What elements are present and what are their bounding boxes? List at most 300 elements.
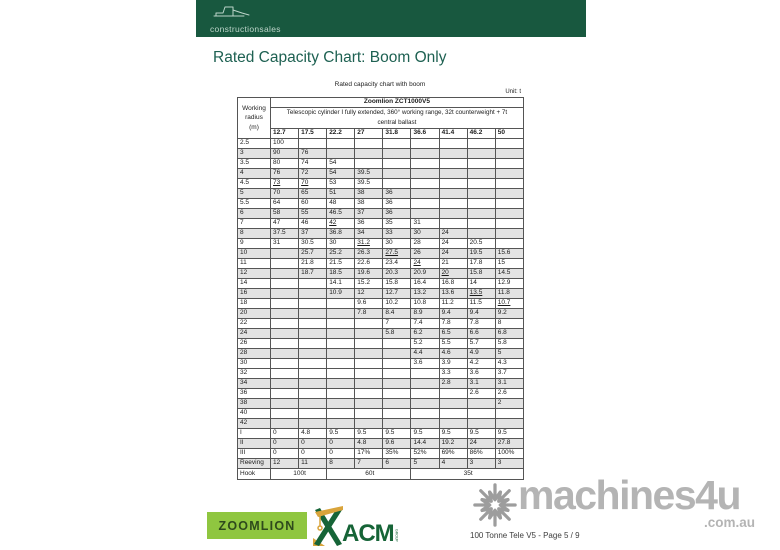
- excavator-icon: [210, 4, 254, 19]
- capacity-cell: [383, 409, 411, 419]
- row-label: II: [238, 439, 271, 449]
- zoomlion-logo: [207, 512, 307, 539]
- boom-length-header: 22.2: [327, 129, 355, 139]
- capacity-cell: [355, 379, 383, 389]
- table-row: [238, 339, 524, 349]
- capacity-cell: 0: [327, 439, 355, 449]
- capacity-cell: 26.3: [355, 249, 383, 259]
- capacity-cell: [271, 359, 299, 369]
- capacity-cell: 69%: [439, 449, 467, 459]
- capacity-cell: 6: [383, 459, 411, 469]
- row-label: 36: [238, 389, 271, 399]
- capacity-cell: 9.5: [467, 429, 495, 439]
- table-row: [238, 329, 524, 339]
- capacity-cell: [495, 209, 523, 219]
- hook-group-cell: 100t: [271, 469, 327, 480]
- capacity-cell: [411, 419, 439, 429]
- capacity-cell: 6.5: [439, 329, 467, 339]
- capacity-cell: 12.9: [495, 279, 523, 289]
- hook-group-cell: 60t: [327, 469, 411, 480]
- capacity-cell: 11.5: [467, 299, 495, 309]
- row-label: 14: [238, 279, 271, 289]
- capacity-cell: [439, 409, 467, 419]
- capacity-cell: 20.9: [411, 269, 439, 279]
- capacity-cell: 36: [383, 209, 411, 219]
- capacity-cell: [383, 359, 411, 369]
- capacity-cell: 9.5: [355, 429, 383, 439]
- capacity-cell: [439, 219, 467, 229]
- table-row: [238, 299, 524, 309]
- capacity-cell: 5.5: [439, 339, 467, 349]
- capacity-cell: [383, 399, 411, 409]
- capacity-cell: 76: [299, 149, 327, 159]
- capacity-cell: 13.6: [439, 289, 467, 299]
- capacity-cell: 24: [411, 259, 439, 269]
- capacity-cell: [495, 219, 523, 229]
- capacity-cell: [383, 419, 411, 429]
- capacity-cell: [299, 379, 327, 389]
- capacity-cell: 24: [439, 239, 467, 249]
- capacity-cell: 5: [411, 459, 439, 469]
- capacity-cell: 2.8: [439, 379, 467, 389]
- capacity-cell: [439, 189, 467, 199]
- table-row: [238, 169, 524, 179]
- constructionsales-wordmark: constructionsales: [210, 24, 281, 34]
- capacity-cell: [411, 179, 439, 189]
- table-row: [238, 199, 524, 209]
- row-label: 26: [238, 339, 271, 349]
- capacity-cell: 25.7: [299, 249, 327, 259]
- capacity-cell: [439, 209, 467, 219]
- capacity-cell: 3: [467, 459, 495, 469]
- capacity-cell: [439, 159, 467, 169]
- capacity-cell: 7.4: [411, 319, 439, 329]
- capacity-cell: 6.6: [467, 329, 495, 339]
- capacity-cell: 3.1: [467, 379, 495, 389]
- capacity-cell: [271, 309, 299, 319]
- capacity-cell: [467, 399, 495, 409]
- table-row: [238, 149, 524, 159]
- row-label: 20: [238, 309, 271, 319]
- capacity-cell: 19.2: [439, 439, 467, 449]
- capacity-cell: 42: [327, 219, 355, 229]
- capacity-cell: [355, 139, 383, 149]
- capacity-cell: 19.6: [355, 269, 383, 279]
- table-row: [238, 189, 524, 199]
- capacity-cell: 5.8: [383, 329, 411, 339]
- capacity-cell: 37: [299, 229, 327, 239]
- row-label: 38: [238, 399, 271, 409]
- row-label: 4.5: [238, 179, 271, 189]
- capacity-cell: [355, 339, 383, 349]
- capacity-cell: [411, 159, 439, 169]
- capacity-cell: 74: [299, 159, 327, 169]
- capacity-cell: [495, 199, 523, 209]
- table-row: [238, 379, 524, 389]
- table-row: [238, 159, 524, 169]
- capacity-cell: [327, 419, 355, 429]
- table-row: [238, 369, 524, 379]
- capacity-cell: [299, 139, 327, 149]
- capacity-cell: [411, 209, 439, 219]
- capacity-cell: [355, 399, 383, 409]
- capacity-cell: 2: [495, 399, 523, 409]
- capacity-cell: [495, 159, 523, 169]
- capacity-cell: 25.2: [327, 249, 355, 259]
- capacity-cell: 3.1: [495, 379, 523, 389]
- capacity-cell: [383, 179, 411, 189]
- capacity-cell: [271, 399, 299, 409]
- capacity-cell: [271, 299, 299, 309]
- boom-length-header: 12.7: [271, 129, 299, 139]
- capacity-cell: 36: [383, 189, 411, 199]
- row-label: 16: [238, 289, 271, 299]
- capacity-cell: 6.2: [411, 329, 439, 339]
- capacity-cell: [495, 139, 523, 149]
- machines4u-wordmark: machines4u: [518, 472, 740, 518]
- table-row: [238, 399, 524, 409]
- table-row: [238, 279, 524, 289]
- corner-header: Working radius (m): [238, 98, 271, 139]
- capacity-cell: [355, 369, 383, 379]
- capacity-cell: 19.5: [467, 249, 495, 259]
- capacity-cell: [411, 149, 439, 159]
- capacity-cell: [411, 369, 439, 379]
- capacity-cell: 17.8: [467, 259, 495, 269]
- capacity-cell: 30: [383, 239, 411, 249]
- capacity-cell: 9.2: [495, 309, 523, 319]
- capacity-cell: 22.6: [355, 259, 383, 269]
- capacity-cell: [383, 149, 411, 159]
- capacity-cell: [467, 209, 495, 219]
- capacity-cell: [467, 149, 495, 159]
- table-row: [238, 389, 524, 399]
- capacity-cell: 9.4: [439, 309, 467, 319]
- hook-group-cell: 35t: [411, 469, 523, 480]
- capacity-cell: 18.7: [299, 269, 327, 279]
- page-title: Rated Capacity Chart: Boom Only: [213, 49, 447, 66]
- capacity-cell: 14.1: [327, 279, 355, 289]
- capacity-cell: 7: [355, 459, 383, 469]
- capacity-cell: [355, 389, 383, 399]
- capacity-cell: 47: [271, 219, 299, 229]
- capacity-cell: [495, 169, 523, 179]
- constructionsales-logo: [210, 4, 281, 34]
- capacity-cell: [327, 299, 355, 309]
- capacity-cell: [467, 409, 495, 419]
- table-row: [238, 319, 524, 329]
- capacity-cell: 0: [299, 449, 327, 459]
- capacity-cell: 11: [299, 459, 327, 469]
- capacity-cell: [411, 139, 439, 149]
- table-row: [238, 179, 524, 189]
- capacity-cell: [383, 139, 411, 149]
- capacity-cell: [495, 409, 523, 419]
- capacity-cell: [467, 229, 495, 239]
- capacity-cell: [299, 419, 327, 429]
- capacity-cell: 11.2: [439, 299, 467, 309]
- capacity-cell: [439, 419, 467, 429]
- table-row: [238, 229, 524, 239]
- capacity-cell: 13.2: [411, 289, 439, 299]
- capacity-cell: 4.2: [467, 359, 495, 369]
- table-row: [238, 449, 524, 459]
- machines4u-star-icon: [472, 482, 518, 528]
- capacity-cell: 86%: [467, 449, 495, 459]
- capacity-cell: 11.8: [495, 289, 523, 299]
- capacity-cell: [467, 169, 495, 179]
- capacity-table: [237, 97, 524, 480]
- capacity-cell: 37.5: [271, 229, 299, 239]
- capacity-cell: 90: [271, 149, 299, 159]
- row-label: I: [238, 429, 271, 439]
- capacity-cell: 54: [327, 159, 355, 169]
- capacity-cell: 26: [411, 249, 439, 259]
- capacity-cell: 28: [411, 239, 439, 249]
- capacity-cell: 37: [355, 209, 383, 219]
- capacity-cell: 7.8: [467, 319, 495, 329]
- capacity-cell: [299, 359, 327, 369]
- header-banner: [196, 0, 586, 37]
- capacity-cell: [299, 319, 327, 329]
- capacity-cell: [439, 179, 467, 189]
- capacity-cell: 15.2: [355, 279, 383, 289]
- capacity-cell: 34: [355, 229, 383, 239]
- capacity-cell: [327, 399, 355, 409]
- row-label: 34: [238, 379, 271, 389]
- capacity-cell: [411, 409, 439, 419]
- capacity-cell: 5.8: [495, 339, 523, 349]
- capacity-cell: 0: [271, 439, 299, 449]
- boom-length-header: 27: [355, 129, 383, 139]
- capacity-cell: [271, 329, 299, 339]
- capacity-cell: [383, 369, 411, 379]
- row-label: 8: [238, 229, 271, 239]
- capacity-cell: 9.5: [495, 429, 523, 439]
- capacity-cell: [495, 419, 523, 429]
- capacity-cell: [327, 139, 355, 149]
- capacity-cell: 100: [271, 139, 299, 149]
- capacity-cell: 17%: [355, 449, 383, 459]
- row-label: 18: [238, 299, 271, 309]
- capacity-cell: 12.7: [383, 289, 411, 299]
- capacity-cell: 52%: [411, 449, 439, 459]
- capacity-cell: [271, 419, 299, 429]
- capacity-cell: [327, 329, 355, 339]
- capacity-cell: 65: [299, 189, 327, 199]
- capacity-cell: [271, 319, 299, 329]
- capacity-cell: [439, 149, 467, 159]
- row-label: III: [238, 449, 271, 459]
- capacity-cell: [467, 219, 495, 229]
- table-row: [238, 249, 524, 259]
- row-label: 10: [238, 249, 271, 259]
- row-label: 28: [238, 349, 271, 359]
- capacity-cell: [327, 409, 355, 419]
- unit-label: Unit: t: [505, 89, 521, 95]
- capacity-cell: 0: [271, 449, 299, 459]
- row-label: 2.5: [238, 139, 271, 149]
- capacity-cell: 3.6: [467, 369, 495, 379]
- capacity-cell: 39.5: [355, 169, 383, 179]
- capacity-cell: 15.6: [495, 249, 523, 259]
- capacity-cell: 60: [299, 199, 327, 209]
- capacity-cell: [327, 319, 355, 329]
- capacity-cell: 55: [299, 209, 327, 219]
- capacity-cell: [411, 169, 439, 179]
- boom-length-header: 36.6: [411, 129, 439, 139]
- capacity-cell: 27.5: [383, 249, 411, 259]
- capacity-cell: 21.8: [299, 259, 327, 269]
- page-footer-label: 100 Tonne Tele V5 - Page 5 / 9: [470, 531, 580, 540]
- row-label: Hook: [238, 469, 271, 480]
- capacity-cell: [271, 369, 299, 379]
- capacity-cell: 38: [355, 189, 383, 199]
- capacity-cell: 24: [467, 439, 495, 449]
- capacity-cell: [271, 279, 299, 289]
- capacity-cell: 58: [271, 209, 299, 219]
- capacity-cell: 54: [327, 169, 355, 179]
- config-row: [238, 108, 524, 129]
- capacity-cell: [439, 399, 467, 409]
- capacity-cell: [439, 199, 467, 209]
- capacity-cell: [467, 419, 495, 429]
- capacity-cell: 4.3: [495, 359, 523, 369]
- capacity-cell: 21.5: [327, 259, 355, 269]
- capacity-cell: [467, 179, 495, 189]
- boom-length-header: 41.4: [439, 129, 467, 139]
- capacity-cell: [327, 379, 355, 389]
- capacity-cell: 10.2: [383, 299, 411, 309]
- table-row: [238, 259, 524, 269]
- capacity-cell: 23.4: [383, 259, 411, 269]
- capacity-cell: 7.8: [439, 319, 467, 329]
- row-label: 3.5: [238, 159, 271, 169]
- capacity-cell: 51: [327, 189, 355, 199]
- capacity-cell: 30: [327, 239, 355, 249]
- row-label: 6: [238, 209, 271, 219]
- row-label: 5.5: [238, 199, 271, 209]
- capacity-cell: 0: [271, 429, 299, 439]
- capacity-cell: [467, 199, 495, 209]
- boom-length-header: 31.8: [383, 129, 411, 139]
- capacity-cell: 9.6: [355, 299, 383, 309]
- row-label: 4: [238, 169, 271, 179]
- capacity-cell: 3.6: [411, 359, 439, 369]
- row-label: 7: [238, 219, 271, 229]
- model-row: [238, 98, 524, 108]
- capacity-cell: 8.4: [383, 309, 411, 319]
- capacity-cell: 31: [411, 219, 439, 229]
- capacity-cell: [355, 419, 383, 429]
- capacity-cell: [495, 239, 523, 249]
- capacity-cell: [467, 159, 495, 169]
- row-label: 9: [238, 239, 271, 249]
- capacity-cell: [327, 349, 355, 359]
- capacity-cell: 53: [327, 179, 355, 189]
- capacity-cell: [411, 199, 439, 209]
- table-row: [238, 289, 524, 299]
- capacity-cell: [355, 319, 383, 329]
- capacity-cell: 4.4: [411, 349, 439, 359]
- boom-length-header: 46.2: [467, 129, 495, 139]
- capacity-cell: 4: [439, 459, 467, 469]
- row-label: 11: [238, 259, 271, 269]
- boom-length-header: 50: [495, 129, 523, 139]
- capacity-cell: [299, 399, 327, 409]
- capacity-cell: [355, 359, 383, 369]
- capacity-cell: 33: [383, 229, 411, 239]
- capacity-cell: [355, 159, 383, 169]
- capacity-cell: [383, 389, 411, 399]
- capacity-cell: 73: [271, 179, 299, 189]
- capacity-cell: 4.9: [467, 349, 495, 359]
- capacity-cell: 38: [355, 199, 383, 209]
- capacity-cell: 24: [439, 229, 467, 239]
- capacity-cell: [271, 249, 299, 259]
- acm-group-label: GROUP: [394, 529, 399, 542]
- capacity-cell: [411, 189, 439, 199]
- capacity-cell: [495, 189, 523, 199]
- row-label: 40: [238, 409, 271, 419]
- row-label: 12: [238, 269, 271, 279]
- table-row: [238, 409, 524, 419]
- capacity-cell: [467, 139, 495, 149]
- capacity-cell: 4.8: [355, 439, 383, 449]
- capacity-cell: 4.6: [439, 349, 467, 359]
- table-row: [238, 209, 524, 219]
- capacity-cell: 10.8: [411, 299, 439, 309]
- capacity-cell: 12: [271, 459, 299, 469]
- capacity-cell: 5.7: [467, 339, 495, 349]
- capacity-cell: 70: [271, 189, 299, 199]
- capacity-cell: [271, 379, 299, 389]
- capacity-cell: 8: [495, 319, 523, 329]
- capacity-cell: 46.5: [327, 209, 355, 219]
- capacity-cell: 5.2: [411, 339, 439, 349]
- table-row: [238, 439, 524, 449]
- capacity-cell: 30.5: [299, 239, 327, 249]
- capacity-cell: 16.4: [411, 279, 439, 289]
- row-label: 5: [238, 189, 271, 199]
- capacity-cell: 21: [439, 259, 467, 269]
- capacity-cell: 6.8: [495, 329, 523, 339]
- capacity-cell: 31: [271, 239, 299, 249]
- capacity-cell: [383, 379, 411, 389]
- capacity-cell: 5: [495, 349, 523, 359]
- capacity-cell: [271, 389, 299, 399]
- capacity-cell: [299, 369, 327, 379]
- capacity-cell: 72: [299, 169, 327, 179]
- machines4u-domain: .com.au: [704, 515, 756, 530]
- capacity-cell: 9.5: [439, 429, 467, 439]
- capacity-cell: 9.5: [411, 429, 439, 439]
- boom-length-row: [238, 129, 524, 139]
- capacity-cell: 27.8: [495, 439, 523, 449]
- capacity-cell: 39.5: [355, 179, 383, 189]
- capacity-cell: [299, 279, 327, 289]
- table-row: [238, 309, 524, 319]
- model-header: Zoomlion ZCT1000V5: [271, 98, 524, 108]
- capacity-cell: 8: [327, 459, 355, 469]
- capacity-cell: [327, 389, 355, 399]
- capacity-cell: 3.3: [439, 369, 467, 379]
- capacity-cell: 20.3: [383, 269, 411, 279]
- capacity-cell: [327, 149, 355, 159]
- table-caption: Rated capacity chart with boom: [334, 81, 426, 88]
- capacity-cell: [299, 329, 327, 339]
- row-label: 32: [238, 369, 271, 379]
